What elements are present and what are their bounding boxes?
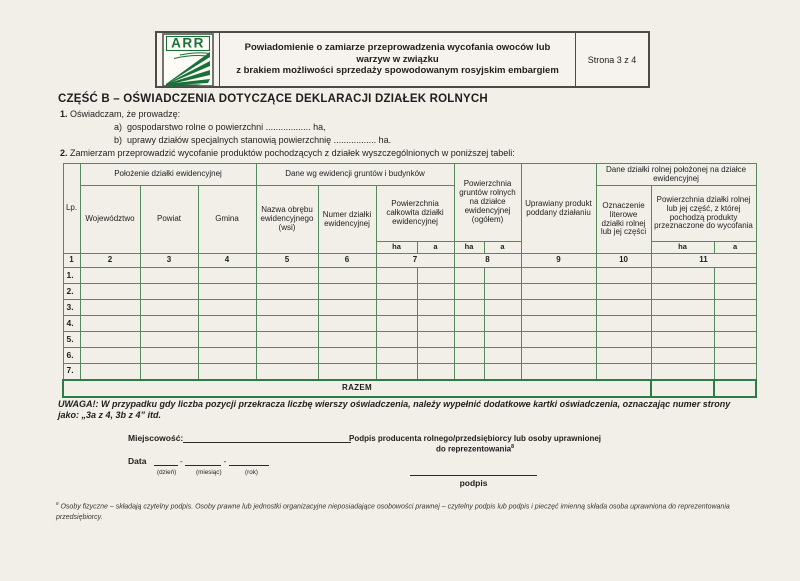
empty-cell: [198, 284, 256, 300]
miejscowosc-blank-line: [183, 434, 351, 443]
empty-cell: [256, 364, 318, 380]
group-header-parcel: Dane działki rolnej położonej na działce ewidencyjnej: [596, 164, 756, 186]
col-number: 3: [140, 254, 198, 268]
empty-cell: [198, 268, 256, 284]
declaration-table: [62, 163, 757, 398]
empty-cell: [80, 300, 140, 316]
empty-cell: [140, 316, 198, 332]
subheader-a: a: [484, 242, 521, 254]
date-month-blank: [185, 457, 221, 466]
empty-cell: [714, 348, 756, 364]
empty-cell: [521, 332, 596, 348]
row-number: 3.: [63, 300, 80, 316]
empty-cell: [454, 316, 484, 332]
empty-cell: [318, 268, 376, 284]
signature-header-line2: do reprezentowania: [435, 445, 512, 455]
row-number: 4.: [63, 316, 80, 332]
date-day-label: (dzień): [157, 469, 177, 476]
uwaga-note: [58, 399, 750, 422]
razem-total-ha-cell: [651, 380, 714, 397]
row-number: 7.: [63, 364, 80, 380]
arr-logo-cell: [157, 33, 220, 86]
page-number-label: Strona 3 z 4: [587, 54, 637, 65]
empty-cell: [318, 348, 376, 364]
table-row: [63, 268, 756, 284]
empty-cell: [454, 332, 484, 348]
row-number: 2.: [63, 284, 80, 300]
empty-cell: [484, 268, 521, 284]
col-number: 8: [454, 254, 521, 268]
empty-cell: [417, 348, 454, 364]
form-header-box: [155, 31, 650, 88]
empty-cell: [417, 364, 454, 380]
date-year-label: (rok): [245, 469, 258, 476]
date-year-blank: [229, 457, 269, 466]
empty-cell: [651, 268, 714, 284]
col-header-pow-dzialki: Powierzchnia działki rolnej lub jej część, z której pochodzą produkty przeznaczone do wycofania: [651, 186, 756, 242]
footnote-text: Osoby fizyczne – składają czytelny podpis. Osoby prawne lub jednostki organizacyjne nieposiadające osobowości prawnej – czytelny podpis lub podpis i pieczęć imienną składa osoba uprawniona do reprezentowania przedsiębiorcy.: [56, 503, 730, 521]
col-number: 11: [651, 254, 756, 268]
empty-cell: [198, 364, 256, 380]
empty-cell: [484, 284, 521, 300]
empty-cell: [140, 364, 198, 380]
date-day-blank: [154, 457, 178, 466]
empty-cell: [376, 284, 417, 300]
list-item-1-number: 1.: [60, 109, 68, 119]
col-header-numer-dzialki: Numer działki ewidencyjnej: [318, 186, 376, 254]
list-item-1: [60, 109, 180, 119]
empty-cell: [454, 300, 484, 316]
empty-cell: [651, 284, 714, 300]
table-row: [63, 348, 756, 364]
empty-cell: [376, 268, 417, 284]
footnote-number: 8: [56, 501, 59, 506]
col-header-wojewodztwo: Województwo: [80, 186, 140, 254]
empty-cell: [417, 284, 454, 300]
empty-cell: [484, 332, 521, 348]
empty-cell: [596, 300, 651, 316]
subheader-ha: ha: [651, 242, 714, 254]
empty-cell: [376, 332, 417, 348]
empty-cell: [714, 332, 756, 348]
empty-cell: [651, 364, 714, 380]
table-row: [63, 332, 756, 348]
empty-cell: [714, 268, 756, 284]
col-number: 1: [63, 254, 80, 268]
empty-cell: [417, 268, 454, 284]
empty-cell: [140, 284, 198, 300]
signature-header: [330, 434, 620, 455]
empty-cell: [714, 316, 756, 332]
signature-line-label: podpis: [459, 478, 488, 488]
col-number: 4: [198, 254, 256, 268]
empty-cell: [318, 316, 376, 332]
group-header-registry: Dane wg ewidencji gruntów i budynków: [256, 164, 454, 186]
subheader-a: a: [417, 242, 454, 254]
section-title: CZĘŚĆ B – OŚWIADCZENIA DOTYCZĄCE DEKLARACJI DZIAŁEK ROLNYCH: [58, 93, 488, 105]
col-header-oznaczenie: Oznaczenie literowe działki rolnej lub jej części: [596, 186, 651, 254]
empty-cell: [198, 316, 256, 332]
group-header-location: Położenie działki ewidencyjnej: [80, 164, 256, 186]
empty-cell: [521, 364, 596, 380]
col-number: 5: [256, 254, 318, 268]
col-header-powiat: Powiat: [140, 186, 198, 254]
list-item-2: [60, 148, 515, 158]
date-dash: -: [223, 456, 227, 466]
col-number: 6: [318, 254, 376, 268]
table-row: [63, 316, 756, 332]
empty-cell: [140, 300, 198, 316]
list-item-1a: [114, 122, 326, 132]
empty-cell: [198, 332, 256, 348]
empty-cell: [714, 300, 756, 316]
col-number: 2: [80, 254, 140, 268]
empty-cell: [256, 348, 318, 364]
list-item-1b-letter: b): [114, 135, 123, 145]
empty-cell: [454, 364, 484, 380]
empty-cell: [417, 332, 454, 348]
empty-cell: [596, 348, 651, 364]
list-item-1a-text: gospodarstwo rolne o powierzchni .................. ha,: [127, 122, 326, 132]
table-row: [63, 300, 756, 316]
col-header-nazwa-obrebu: Nazwa obrębu ewidencyjnego (wsi): [256, 186, 318, 254]
row-number: 1.: [63, 268, 80, 284]
razem-label: RAZEM: [63, 380, 651, 397]
signature-header-line1: Podpis producenta rolnego/przedsiębiorcy lub osoby uprawnionej: [348, 434, 602, 443]
arr-logo-text: ARR: [171, 35, 205, 50]
col-header-produkt: Uprawiany produkt poddany działaniu: [521, 164, 596, 254]
form-title-line1: Powiadomienie o zamiarze przeprowadzenia wycofania owoców lub warzyw w związku: [244, 41, 551, 65]
empty-cell: [256, 268, 318, 284]
date-field: [128, 456, 269, 466]
miejscowosc-field: [128, 433, 351, 443]
empty-cell: [80, 284, 140, 300]
date-month-label: (miesiąc): [196, 469, 222, 476]
empty-cell: [318, 284, 376, 300]
table-row: [63, 364, 756, 380]
row-number: 5.: [63, 332, 80, 348]
empty-cell: [714, 284, 756, 300]
col-header-pow-gruntow: Powierzchnia gruntów rolnych na działce ewidencyjnej (ogółem): [454, 164, 521, 242]
empty-cell: [521, 316, 596, 332]
empty-cell: [376, 300, 417, 316]
miejscowosc-label: Miejscowość:: [128, 433, 184, 443]
empty-cell: [454, 268, 484, 284]
uwaga-line2: jako: „3a z 4, 3b z 4” itd.: [58, 410, 162, 421]
empty-cell: [596, 316, 651, 332]
empty-cell: [484, 364, 521, 380]
empty-cell: [521, 284, 596, 300]
list-item-1b: [114, 135, 391, 145]
empty-cell: [140, 332, 198, 348]
row-number: 6.: [63, 348, 80, 364]
empty-cell: [484, 300, 521, 316]
table-row: [63, 284, 756, 300]
empty-cell: [596, 284, 651, 300]
col-header-pow-calkowita: Powierzchnia całkowita działki ewidencyjnej: [376, 186, 454, 242]
empty-cell: [651, 316, 714, 332]
empty-cell: [80, 348, 140, 364]
empty-cell: [256, 332, 318, 348]
empty-cell: [376, 348, 417, 364]
empty-cell: [521, 300, 596, 316]
empty-cell: [318, 364, 376, 380]
empty-cell: [80, 316, 140, 332]
subheader-ha: ha: [454, 242, 484, 254]
empty-cell: [198, 348, 256, 364]
list-item-1b-text: uprawy działów specjalnych stanowią powierzchnię ................. ha.: [127, 135, 392, 145]
razem-total-a-cell: [714, 380, 756, 397]
subheader-ha: ha: [376, 242, 417, 254]
subheader-a: a: [714, 242, 756, 254]
empty-cell: [521, 348, 596, 364]
empty-cell: [417, 316, 454, 332]
arr-logo-icon: [162, 33, 214, 87]
form-title-cell: [220, 33, 576, 86]
empty-cell: [484, 348, 521, 364]
empty-cell: [256, 300, 318, 316]
uwaga-line1: UWAGA!: W przypadku gdy liczba pozycji przekracza liczbę wierszy oświadczenia, należy wypełnić dodatkowe kartki oświadczenia, oznaczając numer strony: [58, 399, 731, 409]
empty-cell: [651, 348, 714, 364]
col-header-lp: Lp.: [63, 164, 80, 254]
empty-cell: [454, 348, 484, 364]
empty-cell: [80, 332, 140, 348]
empty-cell: [376, 364, 417, 380]
empty-cell: [256, 316, 318, 332]
col-number: 10: [596, 254, 651, 268]
empty-cell: [318, 332, 376, 348]
empty-cell: [651, 300, 714, 316]
empty-cell: [651, 332, 714, 348]
empty-cell: [376, 316, 417, 332]
empty-cell: [80, 364, 140, 380]
list-item-2-text: Zamierzam przeprowadzić wycofanie produktów pochodzących z działek wyszczególnionych w poniższej tabeli:: [70, 148, 515, 158]
col-number: 9: [521, 254, 596, 268]
list-item-2-number: 2.: [60, 148, 68, 158]
empty-cell: [198, 300, 256, 316]
footnote-ref-sup: 8: [511, 444, 514, 451]
empty-cell: [140, 348, 198, 364]
empty-cell: [521, 268, 596, 284]
empty-cell: [596, 268, 651, 284]
list-item-1a-letter: a): [114, 122, 123, 132]
form-title-line2: z brakiem możliwości sprzedaży spowodowanym rosyjskim embargiem: [236, 65, 559, 77]
razem-row: [63, 380, 756, 397]
empty-cell: [714, 364, 756, 380]
empty-cell: [484, 316, 521, 332]
col-header-gmina: Gmina: [198, 186, 256, 254]
empty-cell: [80, 268, 140, 284]
empty-cell: [318, 300, 376, 316]
empty-cell: [454, 284, 484, 300]
empty-cell: [140, 268, 198, 284]
empty-cell: [256, 284, 318, 300]
date-label: Data: [128, 456, 147, 466]
footnote: [56, 501, 752, 523]
empty-cell: [417, 300, 454, 316]
signature-line: [410, 462, 537, 476]
col-number: 7: [376, 254, 454, 268]
date-dash: -: [179, 456, 183, 466]
list-item-1-text: Oświadczam, że prowadzę:: [70, 109, 181, 119]
empty-cell: [596, 364, 651, 380]
empty-cell: [596, 332, 651, 348]
